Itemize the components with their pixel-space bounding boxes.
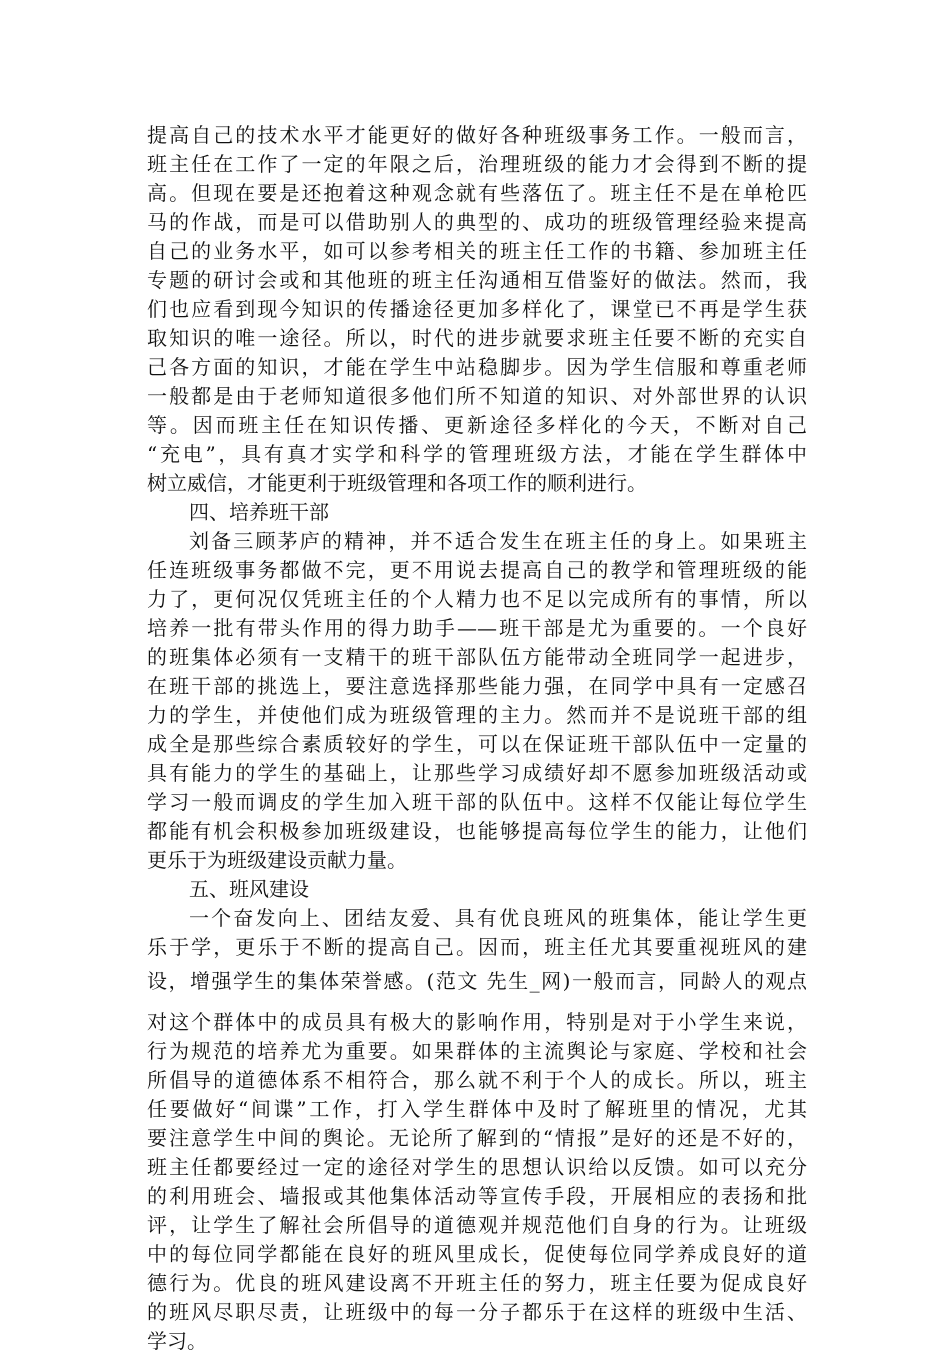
text-line: 己各方面的知识，才能在学生中站稳脚步。因为学生信服和尊重老师 (147, 355, 807, 379)
text-line: 取知识的唯一途径。所以，时代的进步就要求班主任要不断的充实自 (147, 326, 807, 350)
text-line: 高。但现在要是还抱着这种观念就有些落伍了。班主任不是在单枪匹 (147, 181, 807, 205)
text-line: 们也应看到现今知识的传播途径更加多样化了，课堂已不再是学生获 (147, 297, 807, 321)
text-line: 乐于学，更乐于不断的提高自己。因而，班主任尤其要重视班风的建 (147, 935, 807, 959)
text-line: 的利用班会、墙报或其他集体活动等宣传手段，开展相应的表扬和批 (147, 1184, 807, 1208)
text-line: 在班干部的挑选上，要注意选择那些能力强，在同学中具有一定感召 (147, 674, 807, 698)
text-line: 都能有机会积极参加班级建设，也能够提高每位学生的能力，让他们 (147, 819, 807, 843)
text-line: 培养一批有带头作用的得力助手——班干部是尤为重要的。一个良好 (147, 616, 807, 640)
text-line: 中的每位同学都能在良好的班风里成长，促使每位同学养成良好的道 (147, 1242, 807, 1266)
text-line: 设，增强学生的集体荣誉感。(范文 先生_网)一般而言，同龄人的观点 (147, 969, 807, 993)
text-line: 马的作战，而是可以借助别人的典型的、成功的班级管理经验来提高 (147, 210, 807, 234)
text-line: 更乐于为班级建设贡献力量。 (147, 848, 407, 872)
text-line: 对这个群体中的成员具有极大的影响作用，特别是对于小学生来说， (147, 1010, 807, 1034)
text-line: 学习。 (147, 1329, 207, 1353)
text-line: 学习一般而调皮的学生加入班干部的队伍中。这样不仅能让每位学生 (147, 790, 807, 814)
text-line: 德行为。优良的班风建设离不开班主任的努力，班主任要为促成良好 (147, 1271, 807, 1295)
section-heading: 五、班风建设 (189, 877, 309, 901)
text-line: 要注意学生中间的舆论。无论所了解到的“情报”是好的还是不好的， (147, 1126, 807, 1150)
text-line: 班主任在工作了一定的年限之后，治理班级的能力才会得到不断的提 (147, 152, 807, 176)
text-line: 成全是那些综合素质较好的学生，可以在保证班干部队伍中一定量的 (147, 732, 807, 756)
text-line: 任要做好“间谍”工作，打入学生群体中及时了解班里的情况，尤其 (147, 1097, 807, 1121)
text-line: 力了，更何况仅凭班主任的个人精力也不足以完成所有的事情，所以 (147, 587, 807, 611)
text-line: 刘备三顾茅庐的精神，并不适合发生在班主任的身上。如果班主 (189, 529, 807, 553)
text-line: “充电”，具有真才实学和科学的管理班级方法，才能在学生群体中 (147, 442, 807, 466)
text-line: 行为规范的培养尤为重要。如果群体的主流舆论与家庭、学校和社会 (147, 1039, 807, 1063)
text-line: 等。因而班主任在知识传播、更新途径多样化的今天，不断对自己 (147, 413, 807, 437)
section-heading: 四、培养班干部 (189, 500, 329, 524)
text-line: 的班集体必须有一支精干的班干部队伍方能带动全班同学一起进步， (147, 645, 807, 669)
text-line: 一个奋发向上、团结友爱、具有优良班风的班集体，能让学生更 (189, 906, 807, 930)
text-line: 的班风尽职尽责，让班级中的每一分子都乐于在这样的班级中生活、 (147, 1300, 807, 1324)
text-line: 班主任都要经过一定的途径对学生的思想认识给以反馈。如可以充分 (147, 1155, 807, 1179)
text-line: 提高自己的技术水平才能更好的做好各种班级事务工作。一般而言， (147, 123, 807, 147)
text-line: 具有能力的学生的基础上，让那些学习成绩好却不愿参加班级活动或 (147, 761, 807, 785)
text-line: 一般都是由于老师知道很多他们所不知道的知识、对外部世界的认识 (147, 384, 807, 408)
text-line: 任连班级事务都做不完，更不用说去提高自己的教学和管理班级的能 (147, 558, 807, 582)
text-line: 专题的研讨会或和其他班的班主任沟通相互借鉴好的做法。然而，我 (147, 268, 807, 292)
text-line: 所倡导的道德体系不相符合，那么就不利于个人的成长。所以，班主 (147, 1068, 807, 1092)
text-line: 自己的业务水平，如可以参考相关的班主任工作的书籍、参加班主任 (147, 239, 807, 263)
text-line: 力的学生，并使他们成为班级管理的主力。然而并不是说班干部的组 (147, 703, 807, 727)
text-line: 树立威信，才能更利于班级管理和各项工作的顺利进行。 (147, 471, 647, 495)
text-line: 评，让学生了解社会所倡导的道德观并规范他们自身的行为。让班级 (147, 1213, 807, 1237)
